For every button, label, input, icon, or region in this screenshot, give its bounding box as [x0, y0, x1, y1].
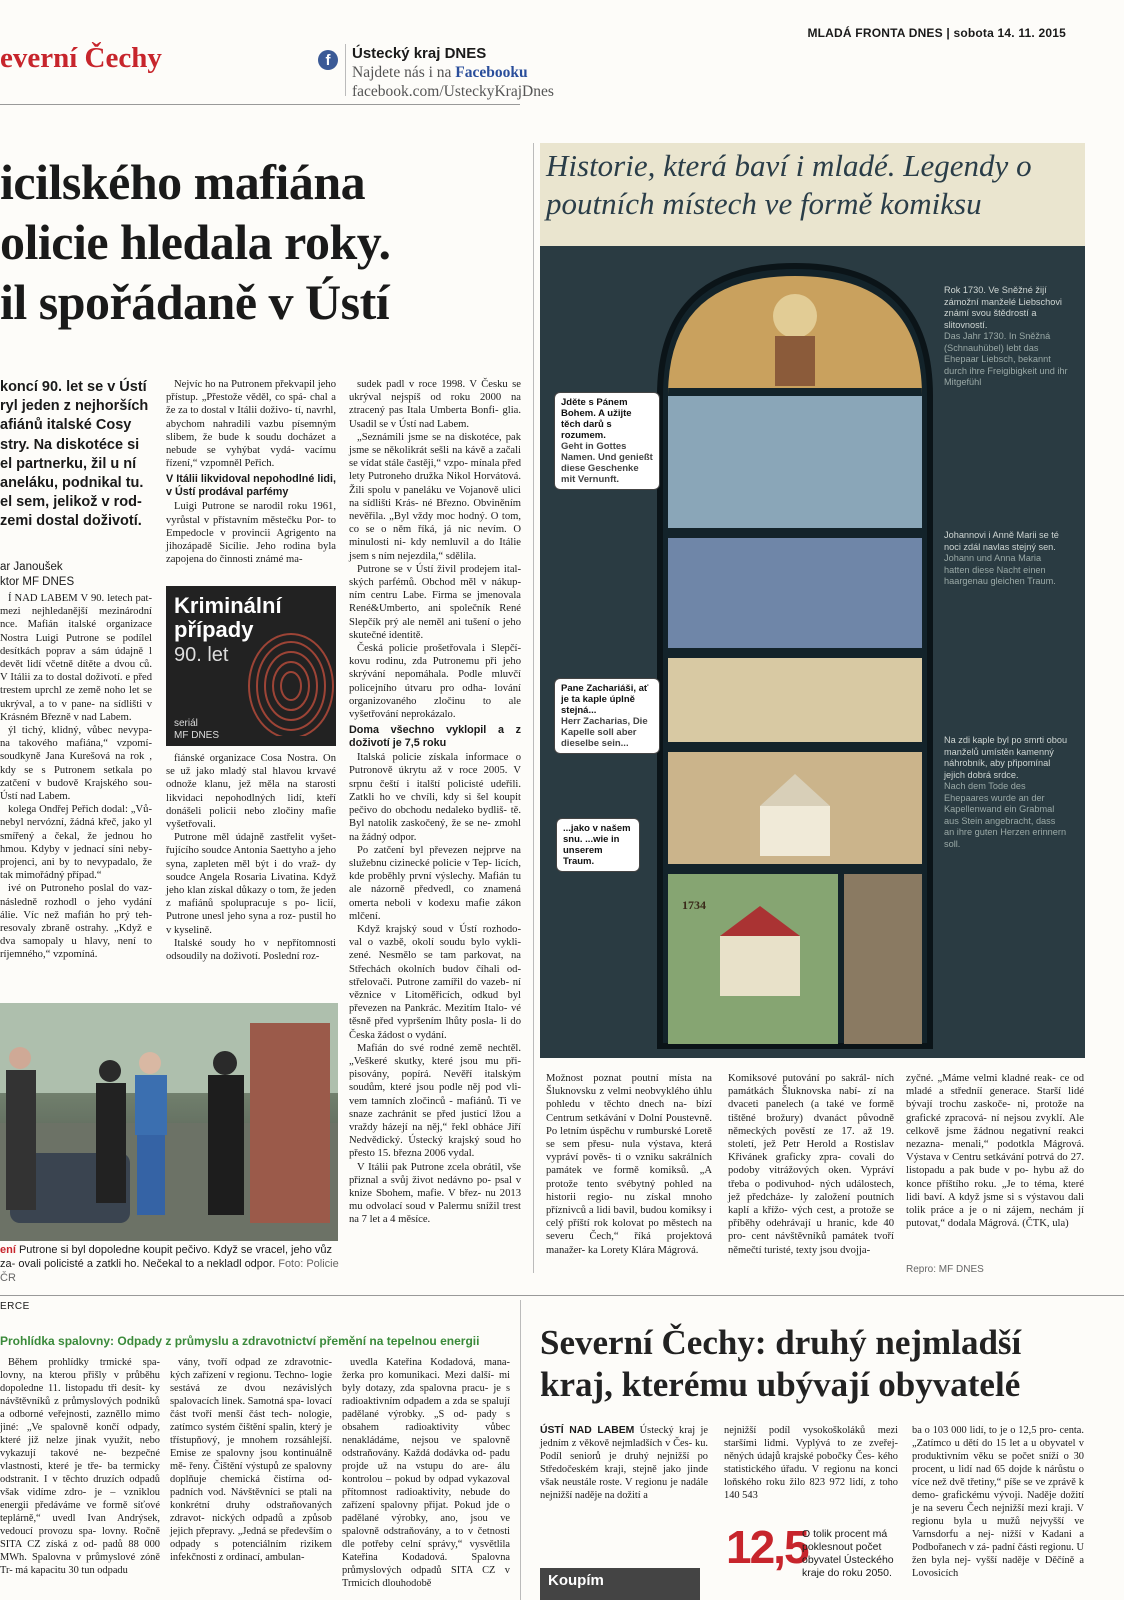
speech-bubble-2: Pane Zachariáši, ať je ta kaple úplně stejná... Herr Zacharias, Die Kapelle soll aber dieselbe sein... [554, 678, 660, 754]
article2-col-3: ba o 103 000 lidí, to je o 12,5 pro- centa. „Zatímco u dětí do 15 let a u obyvatel v produktivním věku se počet sníží o 30 procent, u lidí nad 65 dojde k nárůstu o více než dvě třetiny,“ píše se ve zprávě k demo- grafickému vývoji. Naděje dožití je na severu Čech nejnižší mezi kraji. V regionu byla u mužů nejvyšší ve Varnsdorfu a nej- nižší v Kadani a Podbořanech v zá- padní části regionu. U žen byla nej- vyšší naděje v Děčíně a Lovosicích [912, 1425, 1084, 1579]
comic-credit: Repro: MF DNES [906, 1264, 984, 1275]
facebook-page-name: Ústecký kraj DNES [352, 45, 487, 62]
divider [0, 104, 520, 105]
divider [0, 1295, 1124, 1296]
masthead: MLADÁ FRONTA DNES | sobota 14. 11. 2015 [807, 26, 1066, 40]
article2-col-1: ÚSTÍ NAD LABEM Ústecký kraj je jedním z věkově nejmladších v Čes- ku. Podíl seniorů je druhý nejnižší po Středočeském kraji, stejně jako jinde však neustále roste. V regionu je nadále nejnižší naděje na dožití a [540, 1425, 708, 1501]
big-number: 12,5 [726, 1521, 808, 1573]
comic-title: Historie, která baví i mladé. Legendy o poutních místech ve formě komiksu [546, 148, 1032, 221]
comic-note-3: Na zdi kaple byl po smrti obou manželů umístěn kamenný náhrobník, aby připomínal jejich dobrá srdce. Nach dem Tode des Ehepaares wurde an der Kapellenwand ein Grabmal aus Stein angebracht, dass an ihre guten Herzen erinnern soll. [944, 735, 1068, 849]
article-column-2: Nejvíc ho na Putronem překvapil jeho přístup. „Přestože věděl, co spá- chal a že za to dostal v Itálii doživo- tí, navrhl, abychom nahradili vazbu písemným slibem, že bude k soudu docházet a nebude se vyhýbat vydá- vacímu řízení,“ vzpomněl Peřich. V Itálii likvidoval nepohodlné lidi, v Ústí prodával parfémy Luigi Putrone se narodil roku 1961, vyrůstal v přístavním městečku Por- to Empedocle v provincii Agrigento na jihozápadě Sicílie. Jeho rodina byla zapojena do činnosti známé ma- [166, 379, 336, 566]
article-lead: koncí 90. let se v Ústí ryl jeden z nejhorších afiánů italské Cosy stry. Na diskotéce si el partnerku, žil u ní aneláku, podnikal tu. el sem, jelikož v rod- zemi dostal doživotí. [0, 379, 149, 530]
byline: ar Janoušek ktor MF DNES [0, 561, 75, 588]
facebook-promo [352, 44, 554, 101]
facebook-icon[interactable]: f [318, 50, 338, 70]
photo-caption: ení Putrone si byl dopoledne koupit pečivo. Když se vracel, jeho vůz za- ovali policisté a zatkli ho. Nečekal to a nekladl odpor. Foto: Policie ČR [0, 1244, 339, 1284]
comic-article-col-1: Možnost poznat poutní místa na Šluknovsku z velmi neobvyklého úhlu pohledu v těchto dnech na- bízí Centrum setkávání v Dolní Poustevně. Po letním úspěchu v rumburské Loretě se sem přesu- nula výstava, která vypráví pověs- ti o vzniku sakrálních památek ve formě komiksů. „A protože tento svébytný pohled na historii regio- nu získal mnoho příznivců a lidi bavil, budou komiksy i celý příští rok kolovat po městech na severu Čech,“ říká projektová manažer- ka Lorety Klára Mágrová. [546, 1073, 712, 1256]
photo-illustration [0, 1003, 338, 1241]
promo-col-3: uvedla Kateřina Kodadová, mana- žerka pro komunikaci. Mezi další- mi byly dotazy, zda spalovna pracu- je s radioaktivním odpadem a zda se spalují padělané výrobky. „S od- pady s obsahem radioaktivity vůbec nenakládáme, nejsou ve spalovně odstraňovány. Každá dodávka od- padu projde už na vstupu do are- álu kontrolou – pokud by odpad vykazoval přítomnost radioaktivity, nebude do zařízení spalovny přijat. Pokud jde o padělané výrobky, ano, jsou ve spalovně odstraňovány, a to v četnosti dle potřeby celní správy,“ vysvětlila Kateřina Kodadová. Spalovna průmyslových odpadů SITA CZ v Trmicích dlouhodobě [342, 1357, 510, 1589]
comic-article-col-3: zyčné. „Máme velmi kladné reak- ce od mladé a středníí generace. Starší lidé bývají trochu zaskoče- ni, protože na grafické zpracová- ní nejsou zvyklí. Ale celkově jsme žádnou negativní reakci nezazna- menali,“ podotkla Mágrová. Výstava v Centru setkávání potrvá do 27. listopadu a pak bude v po- hybu až do konce příštího roku. „Je to téma, které lidi baví. A když jsme si s výstavou dali tolik práce a je o ni zájem, nechám jí putovat,“ dodala Mágrová. (ČTK, ula) [906, 1073, 1084, 1230]
comic-article-col-2: Komiksové putování po sakrál- ních památkách Šluknovska nabí- zí na dvaceti panelech (a také ve formě tištěné brožury) dvanáct původně německých pověstí ze 17. až 19. století, jež Petr Herold a Rostislav Křivánek graficky zpra- covali do podoby vitrážových oken. Vypráví třeba o podivuhod- ných událostech, jež předcháze- ly založení poutních kaplí a křížo- vých cest, a protože se příběhy odehrávají u hranic, kde 40 pro- cent návštěvníků památek tvoří němečtí turisté, texty jsou dvojja- [728, 1073, 894, 1256]
facebook-line: Najdete nás i na Facebooku [352, 64, 528, 81]
arrest-photo [0, 1003, 338, 1241]
section-tag: ERCE [0, 1301, 30, 1312]
facebook-url[interactable]: facebook.com/UsteckyKrajDnes [352, 83, 554, 100]
section-title: everní Čechy [0, 42, 162, 74]
promo-col-2: vány, tvoří odpad ze zdravotnic- kých zařízení v regionu. Techno- logie sestává ze dvou nezávislých spalovacích linek. Samotná spa- lovací část tvoří menší část tech- nologie, zatímco systém čištění spalin, který je třístupňový, je mnohem rozsáhlejší. Emise ze spalovny jsou kontinuálně mě- řeny. Čištění výstupů ze spalovny doplňuje chemická čistírna od- padních vod. Návštěvníci se ptali na konkrétní druhy odstraňovaných zdravot- nických odpadů a způsob jejich přepravy. „Jedná se především o odpady s potenciálním rizikem infekčnosti z ordinací, ambulan- [170, 1357, 332, 1563]
year-label: 1734 [682, 898, 706, 912]
classifieds-header: Koupím [540, 1568, 700, 1600]
promo-headline: Prohlídka spalovny: Odpady z průmyslu a zdravotnictví přemění na tepelnou energii [0, 1334, 480, 1348]
facebook-link[interactable]: Facebooku [455, 64, 528, 81]
speech-bubble-3: ...jako v našem snu. ...wie in unserem Traum. [556, 818, 640, 872]
divider [345, 44, 346, 96]
promo-col-1: Během prohlídky trmické spa- lovny, na kterou přišly v průběhu dopoledne 11. listopadu tři desít- ky návštěvníků z průmyslových podniků a odborné veřejnosti, zazněllo mimo jiné: „Ve spalovně končí odpady, které již nelze jinak využít, nebo vykazují takové ne- bezpečné vlastnosti, které je tře- ba termicky odstranit. I v těchto druzích odpadů však vidíme zdro- je – vzniklou energii předáváme ve formě síťové teplárně,“ uvedl Ivan Andrýsek, vedoucí provozu spa- lovny. Ročně SITA CZ získá z od- padů 88 000 MWh. Spalovna v průmyslové zóně Tr- má kapacitu 30 tun odpadu [0, 1357, 160, 1576]
article-column-2b: fiánské organizace Cosa Nostra. On se už jako mladý stal hlavou krvavé odnože klanu, jež měla na starosti likvidaci nepohodlných lidí, kteří donášeli policii nebo zločiny mafie vyšetřovali. Putrone měl údajně zastřelit vyšet- řujícího soudce Antonia Saettyho a jeho syna, zapleten měl být i do vraž- dy soudce Angela Rosaria Livatina. Když jeho klan získal důkazy o tom, že jeden z mafiánů spolupracuje s po- licií, Putrone unesl jeho syna a roz- pustil ho v kyselině. Italské soudy ho v nepřítomnosti odsoudily na doživotí. Poslední roz- [166, 753, 336, 963]
series-badge: Kriminální případy 90. let seriál MF DNES [166, 586, 336, 746]
article2-headline: Severní Čechy: druhý nejmladší kraj, kterému ubývají obyvatelé [540, 1323, 1022, 1404]
article-headline: icilského mafiána olicie hledala roky. il spořádaně v Ústí [0, 154, 391, 330]
comic-note-1: Rok 1730. Ve Sněžné žijí zámožní manželé Liebschovi známí svou štědrostí a slitovností. Das Jahr 1730. In Sněžná (Schnauhübel) lebt das Ehepaar Liebsch, bekannt durch ihre Freigibigkeit und ihr Mitgefühl [944, 285, 1068, 387]
big-number-caption: O tolik procent má poklesnout počet obyvatel Ústeckého kraje do roku 2050. [802, 1528, 894, 1579]
fingerprint-icon [236, 626, 336, 736]
article-column-1: Í NAD LABEM V 90. letech pat- mezi nejhledanější mezinárodní nce. Mafián italské organizace Nostra Luigi Putrone se podílel desítkách poprav a sám údajně l devět lidí včetně dítěte a dvou ců. V Itálii za to dostal doživotí. e před trestem uprchl ze země noho let se ukrýval, a to v pane- na sídlišti v Krásném Březně v nad Labem. ýl tichý, klidný, vůbec nevypa- na takového mafiána,“ vzpomí- soudkyně Jana Kurešová na rok , kdy se s Putronem setkala po zatčení v budově Krajského sou- Ústí nad Labem. kolega Ondřej Peřich dodal: „Vů- nebyl nervózní, žádná křeč, jako yl smířený a čekal, že jednou ho hmou. Kdyby v jednací síni neby- projenci, ani by to nevypadalo, že tak mimořádný případ.“ ivé on Putroneho poslal do vaz- následně rozhodl o jeho vydání álie. Víc než mafián ho prý teh- resovaly zbraně ostrahy. „Když e dva samopaly u hlavy, není to ríjemného,“ vzpomíná. [0, 593, 152, 961]
speech-bubble-1: Jděte s Pánem Bohem. A užijte těch darů s rozumem. Geht in Gottes Namen. Und genießt diese Geschenke mit Vernunft. [554, 392, 660, 490]
divider [533, 143, 534, 1273]
divider [520, 1300, 521, 1600]
comic-note-2: Johannovi i Anně Marii se té noci zdál navlas stejný sen. Johann und Anna Maria hatten diese Nacht einen haargenau gleichen Traum. [944, 530, 1059, 586]
article-column-3: sudek padl v roce 1998. V Česku se ukrýval nejspíš od roku 2000 na ztracený pas Itala Umberta Bonfi- glia. Usadil se v Ústí nad Labem. „Seznámili jsme se na diskotéce, pak jsme se několikrát sešli na kávě a začali se vídat stále častěji,“ vzpo- mínala před lety Putroneho družka Nikol Horvátová. Žili spolu v paneláku ve Vojanově ulici na sídlišti Krás- né Březno. Obviněním nevěřila. „Byl vždy moc hodný. O tom, co se o něm říká, já nic nevím. O minulosti ni- kdy nemluvil a do Itálie jsem s ním nejezdila,“ sdělila. Putrone se v Ústí živil prodejem ital- ských parfémů. Obchod měl v nákup- ním centru Labe. Firma se jmenovala René&Umberto, ani společník René Slepčík prý ale neměl ani tušení o jeho skutečné identitě. Česká policie prošetřovala i Slepčí- kovu rodinu, zda Putronemu při jeho skrývání nepomáhala. Podle mluvčí policejního útvaru pro odha- lování organizovaného zločinu to ale vyšetřování neprokázalo. Doma všechno vyklopil a z doživotí je 7,5 roku Italská policie získala informace o Putronově úkrytu až v roce 2005. V srpnu čeští i italští policisté udeřili. Zatkli ho ve chvíli, kdy si šel koupit pečivo do obchodu nedaleko bydliš- tě. Byl natolik zaskočený, že se ne- zmohl na žádný odpor. Po zatčení byl převezen nejprve na služebnu cizinecké policie v Tep- licích, kde proběhly první výslechy. Mafián tu ale názorně předvedl, co znamená omerta neboli v kodexu mafie zákon mlčení. Když krajský soud v Ústí rozhodo- val o vazbě, okolí soudu bylo vykli- zené. Nesmělo se tam parkovat, na Střechách okolních budov číhali od- střelovači. Putrone zamířil do vazeb- ní věznice v Litoměřicích, odkud byl převezen na Pankrác. Mezitím Italo- vé těsně před vypršením lhůty posla- li do Česka žádost o vydání. Mafián do své rodné země nechtěl. „Veškeré skutky, které jsou mu při- pisovány, popírá. Nevěří italským soudům, které jsou podle něj pod vli- vem tamních zločinců - mafiánů. Ti ve snaze zachránit se před justicí lžou a vraždy házejí na něj,“ řekl obháce Jiří Nedvědický. Ústecký krajský soud ho přesto 15. března 2006 vydal. V Itálii pak Putrone zcela obrátil, vše přiznal a svůj život nedávno po- psal v knize Sbohem, mafie. V břez- nu 2013 mu odvolací soud v Palermu snížil trest na 7 let a 4 měsíce. [349, 379, 521, 1226]
article2-col-2: nejnižší podíl vysokoškoláků mezi staršími lidmi. Vyplývá to ze zveřej- něných údajů krajské pobočky Čes- kého statistického úřadu. V regionu na konci loňského roku žilo 823 972 lidí, z toho 140 543 [724, 1425, 898, 1501]
